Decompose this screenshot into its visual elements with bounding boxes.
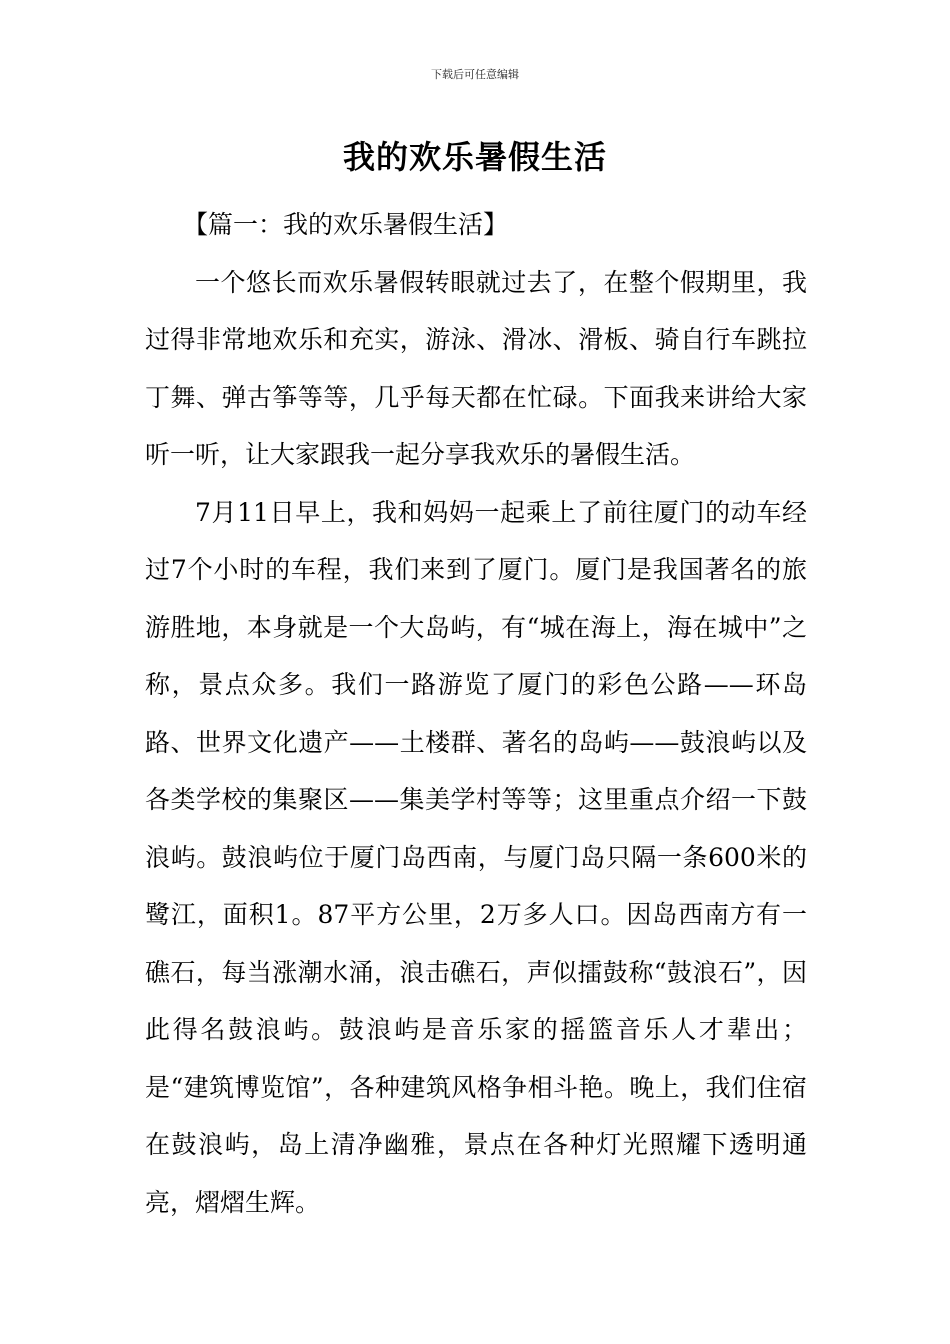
document-title: 我的欢乐暑假生活 <box>342 138 607 176</box>
header-note: 下载后可任意编辑 <box>431 68 519 81</box>
paragraph-2: 7月11日早上，我和妈妈一起乘上了前往厦门的动车经过7个小时的车程，我们来到了厦门。厦门是我国著名的旅游胜地，本身就是一个大岛屿，有“城在海上，海在城中”之称，景点众多。我们一路游览了厦门的彩色公路——环岛路、世界文化遗产——土楼群、著名的岛屿——鼓浪屿以及各类学校的集聚区——集美学村等等；这里重点介绍一下鼓浪屿。鼓浪屿位于厦门岛西南，与厦门岛只隔一条600米的鹭江，面积1。87平方公里，2万多人口。因岛西南方有一礁石，每当涨潮水涌，浪击礁石，声似擂鼓称“鼓浪石”，因此得名鼓浪屿。鼓浪屿是音乐家的摇篮音乐人才辈出；是“建筑博览馆”，各种建筑风格争相斗艳。晚上，我们住宿在鼓浪屿，岛上清净幽雅，景点在各种灯光照耀下透明通亮，熠熠生辉。 <box>145 497 807 1217</box>
paragraph-1: 一个悠长而欢乐暑假转眼就过去了，在整个假期里，我过得非常地欢乐和充实，游泳、滑冰、滑板、骑自行车跳拉丁舞、弹古筝等等，几乎每天都在忙碌。下面我来讲给大家听一听，让大家跟我一起分享我欢乐的暑假生活。 <box>145 267 807 469</box>
document-body <box>145 196 807 1231</box>
section-heading: 【篇一：我的欢乐暑假生活】 <box>183 210 509 239</box>
